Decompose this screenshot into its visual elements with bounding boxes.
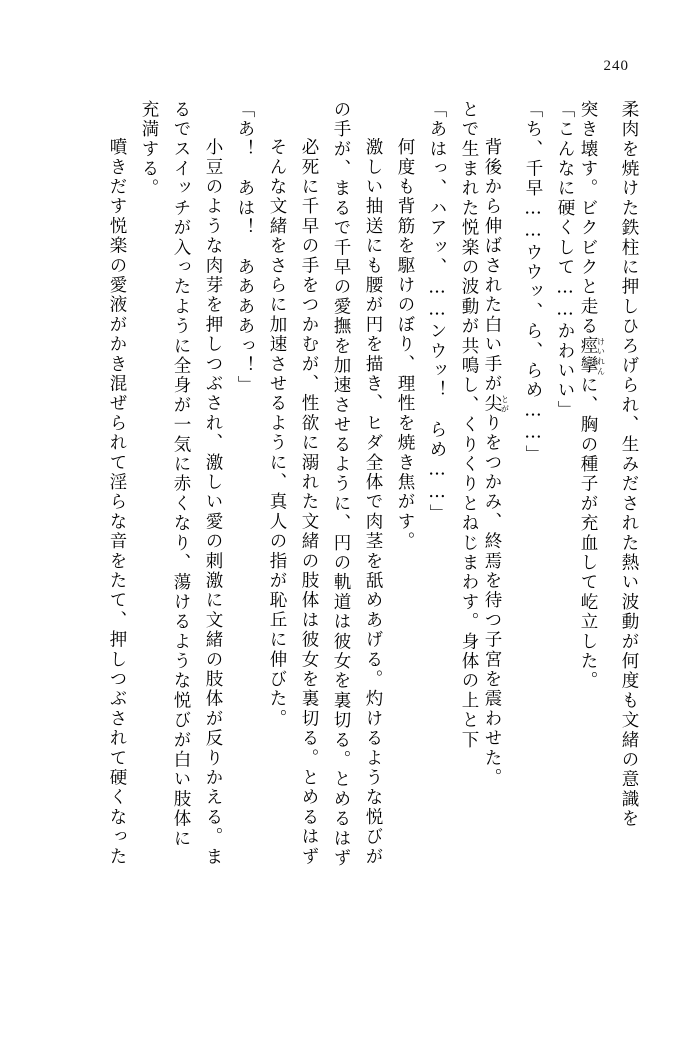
text-column: 激しい抽送にも腰が円を描き、ヒダ全体で肉茎を舐めあげる。灼けるような悦びが <box>363 118 383 867</box>
text-column: 何度も背筋を駆けのぼり、理性を焼き焦がす。 <box>395 118 415 552</box>
text-column: 充満する。 <box>139 100 159 199</box>
text-column: るでスイッチが入ったように全身が一気に赤くなり、蕩けるような悦びが白い肢体に <box>171 100 191 849</box>
text-column: 噴きだす悦楽の愛液がかき混ぜられて淫らな音をたて、押しつぶされて硬くなった <box>107 118 127 867</box>
page-number: 240 <box>603 58 629 74</box>
text-column: 「あはっ、ハアッ、……ンウッ！ らめ……」 <box>427 100 447 524</box>
text-column: 「こんなに硬くして……かわいい」 <box>555 100 575 421</box>
text-column: 柔肉を焼けた鉄柱に押しひろげられ、生みだされた熱い波動が何度も文緒の意識を <box>619 100 639 829</box>
furigana: けいれん <box>596 336 606 376</box>
furigana: とが <box>500 393 510 414</box>
vertical-text-body <box>58 100 637 980</box>
text-column: 「ち、千早……ウウッ、ら、らめ……」 <box>523 100 543 465</box>
ruby-尖: 尖とが <box>482 393 510 414</box>
text-column: 必死に千早の手をつかむが、性欲に溺れた文緒の肢体は彼女を裏切る。とめるはず <box>299 118 319 867</box>
ruby-痙攣: 痙攣けいれん <box>578 336 606 376</box>
text-column: そんな文緒をさらに加速させるように、真人の指が恥丘に伸びた。 <box>267 118 287 729</box>
text-column: 小豆のような肉芽を押しつぶされ、激しい愛の刺激に文緒の肢体が反りかえる。ま <box>203 118 223 867</box>
text-column: の手が、まるで千早の愛撫を加速させるように、円の軌道は彼女を裏切る。とめるはず <box>331 100 351 869</box>
text-column: 突き壊す。ビクビクと走る痙攣けいれんに、胸の種子が充血して屹立した。 <box>578 100 606 692</box>
text-column: 「あ！ あは！ ああああっ！」 <box>235 100 255 396</box>
text-column: 背後から伸ばされた白い手が尖とがりをつかみ、終焉を待つ子宮を震わせた。 <box>482 118 510 788</box>
text-column: とで生まれた悦楽の波動が共鳴し、くりくりとねじまわす。身体の上と下 <box>459 100 479 751</box>
